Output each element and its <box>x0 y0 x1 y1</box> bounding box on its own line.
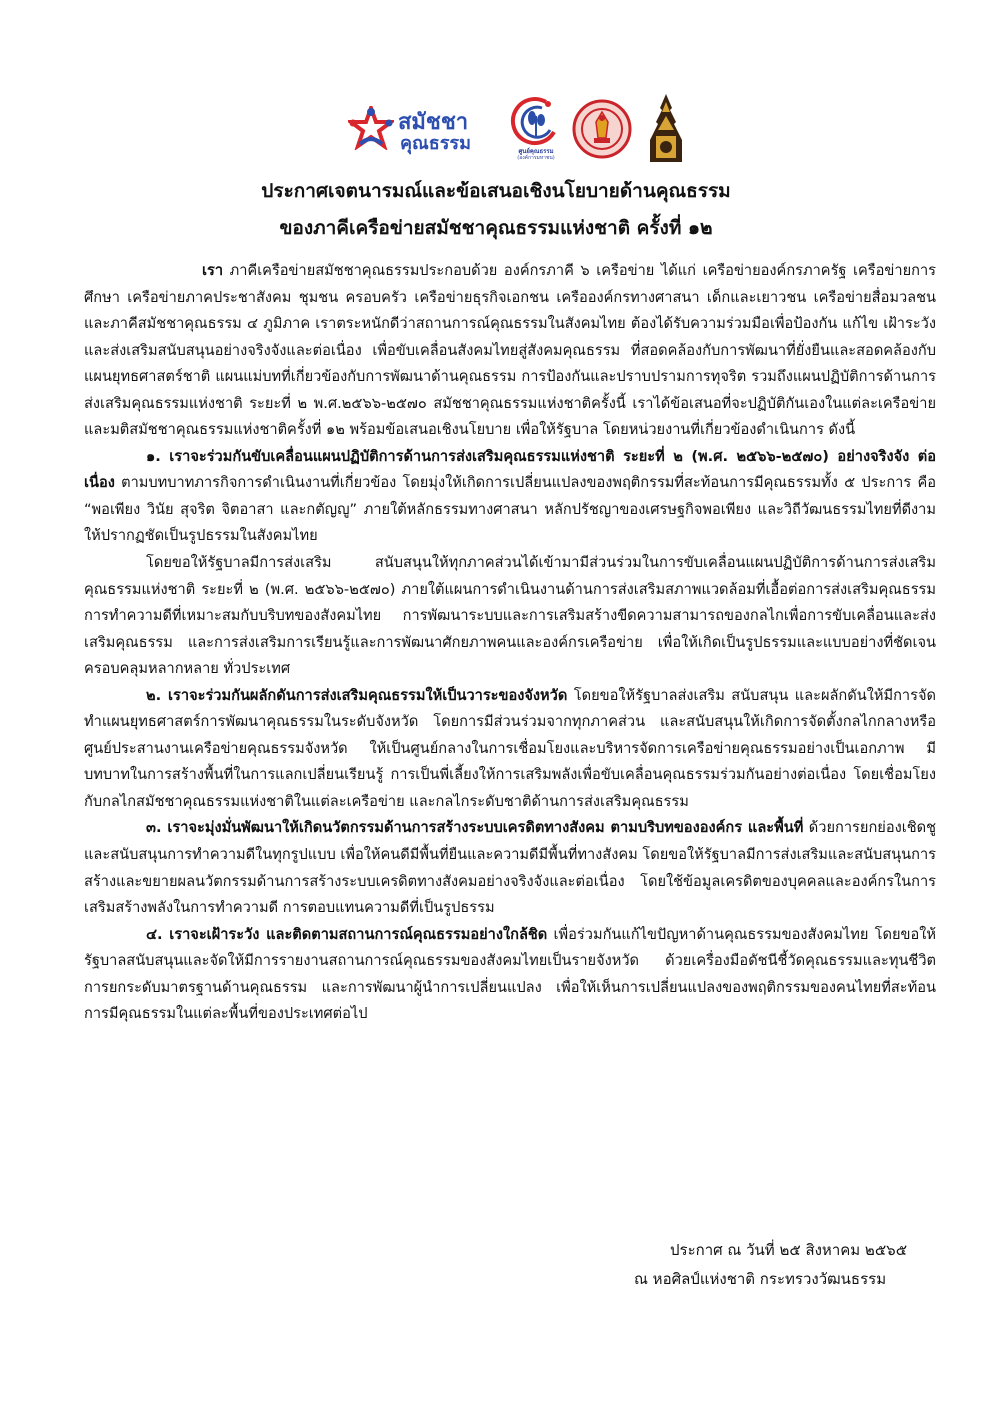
ministry-seal-icon <box>572 98 632 160</box>
moral-center-caption: ศูนย์คุณธรรม <box>518 148 554 155</box>
moral-center-logo <box>508 96 564 164</box>
art-gallery-logo <box>642 92 690 166</box>
samatcha-logo-line1: สมัชชา <box>398 110 469 135</box>
intro-lead: เรา <box>202 262 224 279</box>
declaration-body <box>84 258 936 1028</box>
moral-center-icon <box>508 96 564 146</box>
moral-center-caption2: (องค์การมหาชน) <box>517 155 555 161</box>
samatcha-star-icon <box>348 106 394 150</box>
page-subtitle: ของภาคีเครือข่ายสมัชชาคุณธรรมแห่งชาติ ครั้งที่ ๑๒ <box>279 217 713 239</box>
item-3-heading: ๓. เราจะมุ่งมั่นพัฒนาให้เกิดนวัตกรรมด้านการสร้างระบบเครดิตทางสังคม ตามบริบทขององค์กร และพื้นที่ <box>146 819 804 837</box>
item-2-paragraph <box>84 683 936 816</box>
samatcha-logo-line2: คุณธรรม <box>400 133 471 154</box>
signature-date: ประกาศ ณ วันที่ ๒๕ สิงหาคม ๒๕๖๕ <box>670 1241 908 1259</box>
item-1-text: ตามบทบาทภารกิจการดำเนินงานที่เกี่ยวข้อง โดยมุ่งให้เกิดการเปลี่ยนแปลงของพฤติกรรมที่สะท้อนการมีคุณธรรมทั้ง ๕ ประการ คือ “พอเพียง วินัย สุจริต จิตอาสา และกตัญญู” ภายใต้หลักธรรมทางศาสนา หลักปรัชญาของเศรษฐกิจพอเพียง และวิถีวัฒนธรรมไทยที่ดีงาม ให้ปรากฏชัดเป็นรูปธรรมในสังคมไทย <box>84 474 936 545</box>
logo-bar <box>0 90 992 168</box>
item-3-paragraph <box>84 815 936 921</box>
signature-place: ณ หอศิลป์แห่งชาติ กระทรวงวัฒนธรรม <box>634 1270 887 1288</box>
item-1-paragraph <box>84 444 936 550</box>
item-2-heading: ๒. เราจะร่วมกันผลักดันการส่งเสริมคุณธรรมให้เป็นวาระของจังหวัด <box>146 686 568 704</box>
item-4-paragraph <box>84 922 936 1028</box>
art-gallery-icon <box>642 92 690 166</box>
item-1-heading: ๑. เราจะร่วมกันขับเคลื่อนแผนปฏิบัติการด้านการส่งเสริมคุณธรรมแห่งชาติ ระยะที่ ๒ (พ.ศ. ๒๕๖๖-๒๕๗๐) อย่างจริงจัง ต่อเนื่อง <box>84 447 936 492</box>
intro-paragraph <box>84 258 936 444</box>
item-3-text: ด้วยการยกย่องเชิดชู และสนับสนุนการทำความดีในทุกรูปแบบ เพื่อให้คนดีมีพื้นที่ยืนและความดีมีพื้นที่ทางสังคม โดยขอให้รัฐบาลมีการส่งเสริมและสนับสนุนการสร้างและขยายผลนวัตกรรมด้านการสร้างระบบเครดิตทางสังคมอย่างจริงจังและต่อเนื่อง โดยใช้ข้อมูลเครดิตของบุคคลและองค์กรในการเสริมสร้างพลังในการทำความดี การตอบแทนความดีที่เป็นรูปธรรม <box>84 819 936 917</box>
intro-text: ภาคีเครือข่ายสมัชชาคุณธรรมประกอบด้วย องค์กรภาคี ๖ เครือข่าย ได้แก่ เครือข่ายองค์กรภาครัฐ เครือข่ายการศึกษา เครือข่ายภาคประชาสังคม ชุมชน ครอบครัว เครือข่ายธุรกิจเอกชน เครือองค์กรทางศาสนา เด็กและเยาวชน เครือข่ายสื่อมวลชน และภาคีสมัชชาคุณธรรม ๔ ภูมิภาค เราตระหนักดีว่าสถานการณ์คุณธรรมในสังคมไทย ต้องได้รับความร่วมมือเพื่อป้องกัน แก้ไข เฝ้าระวัง และส่งเสริมสนับสนุนอย่างจริงจังและต่อเนื่อง เพื่อขับเคลื่อนสังคมไทยสู่สังคมคุณธรรม ที่สอดคล้องกับการพัฒนาที่ยั่งยืนและสอดคล้องกับแผนยุทธศาสตร์ชาติ แผนแม่บทที่เกี่ยวข้องกับการพัฒนาด้านคุณธรรม การป้องกันและปราบปรามการทุจริต รวมถึงแผนปฏิบัติการด้านการส่งเสริมคุณธรรมแห่งชาติ ระยะที่ ๒ พ.ศ.๒๕๖๖-๒๕๗๐ สมัชชาคุณธรรมแห่งชาติครั้งนี้ เราได้ข้อเสนอที่จะปฏิบัติกันเองในแต่ละเครือข่าย และมติสมัชชาคุณธรรมแห่งชาติครั้งที่ ๑๒ พร้อมข้อเสนอเชิงนโยบาย เพื่อให้รัฐบาล โดยหน่วยงานที่เกี่ยวข้องดำเนินการ ดังนี้ <box>84 262 936 439</box>
item-1-extra-paragraph: โดยขอให้รัฐบาลมีการส่งเสริม สนับสนุนให้ทุกภาคส่วนได้เข้ามามีส่วนร่วมในการขับเคลื่อนแผนปฏิบัติการด้านการส่งเสริมคุณธรรมแห่งชาติ ระยะที่ ๒ (พ.ศ. ๒๕๖๖-๒๕๗๐) ภายใต้แผนการดำเนินงานด้านการส่งเสริมสภาพแวดล้อมที่เอื้อต่อการส่งเสริมคุณธรรมการทำความดีที่เหมาะสมกับบริบทของสังคมไทย การพัฒนาระบบและการเสริมสร้างขีดความสามารถของกลไกเพื่อการขับเคลื่อนและส่งเสริมคุณธรรม และการส่งเสริมการเรียนรู้และการพัฒนาศักยภาพคนและองค์กรเครือข่าย เพื่อให้เกิดเป็นรูปธรรมและแบบอย่างที่ชัดเจน ครอบคลุมหลากหลาย ทั่วประเทศ <box>84 554 936 678</box>
page-title: ประกาศเจตนารมณ์และข้อเสนอเชิงนโยบายด้านคุณธรรม <box>261 180 731 202</box>
item-2-text: โดยขอให้รัฐบาลส่งเสริม สนับสนุน และผลักดันให้มีการจัดทำแผนยุทธศาสตร์การพัฒนาคุณธรรมในระดับจังหวัด โดยการมีส่วนร่วมจากทุกภาคส่วน และสนับสนุนให้เกิดการจัดตั้งกลไกกลางหรือศูนย์ประสานงานเครือข่ายคุณธรรมจังหวัด ให้เป็นศูนย์กลางในการเชื่อมโยงและบริหารจัดการเครือข่ายคุณธรรมอย่างเป็นเอกภาพ มีบทบาทในการสร้างพื้นที่ในการแลกเปลี่ยนเรียนรู้ การเป็นพี่เลี้ยงให้การเสริมพลังเพื่อขับเคลื่อนคุณธรรมร่วมกันอย่างต่อเนื่อง โดยเชื่อมโยงกับกลไกสมัชชาคุณธรรมแห่งชาติในแต่ละเครือข่าย และกลไกระดับชาติด้านการส่งเสริมคุณธรรม <box>84 686 936 810</box>
samatcha-logo <box>348 106 494 154</box>
item-4-text: เพื่อร่วมกันแก้ไขปัญหาด้านคุณธรรมของสังคมไทย โดยขอให้รัฐบาลสนับสนุนและจัดให้มีการรายงานสถานการณ์คุณธรรมของสังคมไทยเป็นรายจังหวัด ด้วยเครื่องมือดัชนีชี้วัดคุณธรรมและทุนชีวิต การยกระดับมาตรฐานด้านคุณธรรม และการพัฒนาผู้นำการเปลี่ยนแปลง เพื่อให้เห็นการเปลี่ยนแปลงของพฤติกรรมของคนไทยที่สะท้อนการมีคุณธรรมในแต่ละพื้นที่ของประเทศต่อไป <box>84 925 936 1023</box>
item-4-heading: ๔. เราจะเฝ้าระวัง และติดตามสถานการณ์คุณธรรมอย่างใกล้ชิด <box>146 925 548 943</box>
ministry-seal-logo <box>572 98 632 160</box>
